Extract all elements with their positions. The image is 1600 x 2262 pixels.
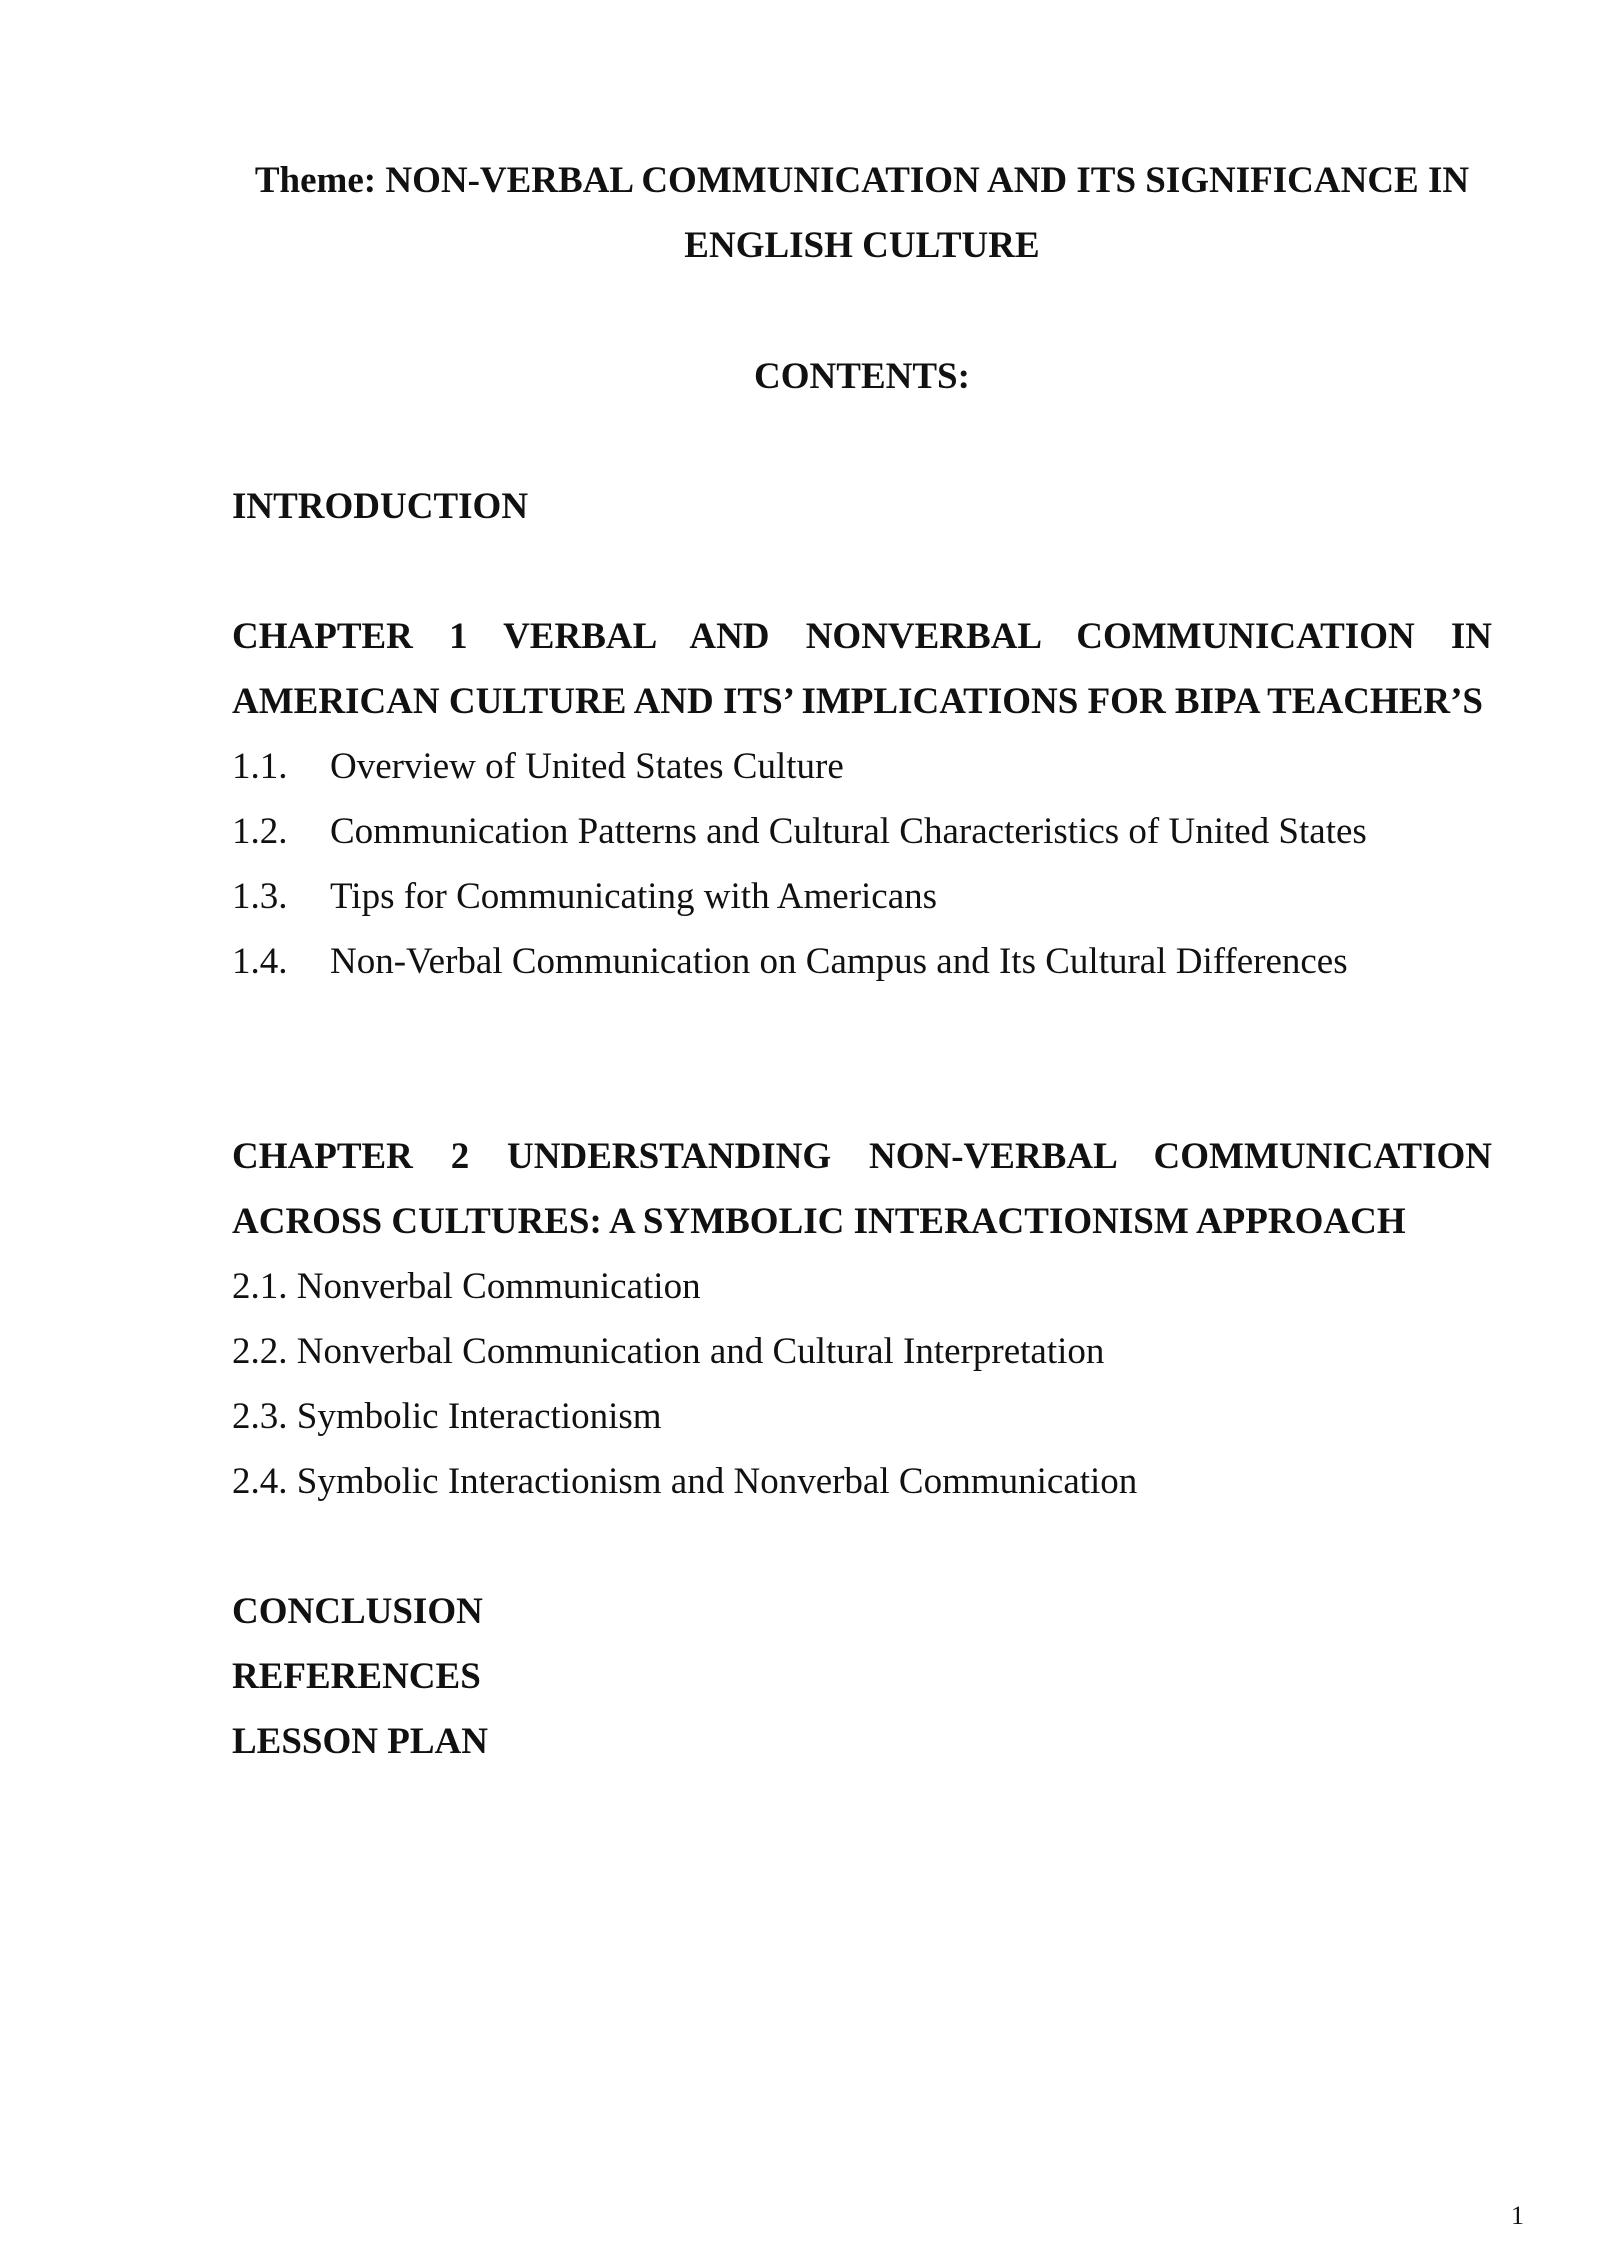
introduction-heading: INTRODUCTION xyxy=(232,486,529,527)
list-item: 2.3. Symbolic Interactionism xyxy=(232,1396,662,1437)
chapter-2-heading: CHAPTER 2 UNDERSTANDING NON-VERBAL COMMUNICATION ACROSS CULTURES: A SYMBOLIC INTERACTIONISM APPROACH xyxy=(232,1136,1492,1242)
chapter-1-heading: CHAPTER 1 VERBAL AND NONVERBAL COMMUNICATION IN AMERICAN CULTURE AND ITS’ IMPLICATIONS FOR BIPA TEACHER’S xyxy=(232,616,1492,722)
references-heading: REFERENCES xyxy=(232,1656,481,1697)
list-item xyxy=(232,734,1492,799)
title-line-1: Theme: NON-VERBAL COMMUNICATION AND ITS SIGNIFICANCE IN xyxy=(254,160,1470,201)
item-text: Overview of United States Culture xyxy=(330,746,844,787)
document-title xyxy=(232,148,1492,278)
list-item xyxy=(232,864,1492,929)
list-item: 2.2. Nonverbal Communication and Cultural Interpretation xyxy=(232,1331,1105,1372)
chapter-1-list xyxy=(232,734,1492,994)
conclusion-heading: CONCLUSION xyxy=(232,1591,483,1632)
item-number: 1.3. xyxy=(232,876,288,917)
item-text: Tips for Communicating with Americans xyxy=(330,876,938,917)
item-text: Communication Patterns and Cultural Characteristics of United States xyxy=(330,811,1367,852)
list-item xyxy=(232,929,1492,994)
contents-heading: CONTENTS: xyxy=(754,356,970,397)
list-item: 2.1. Nonverbal Communication xyxy=(232,1266,701,1307)
lesson-plan-heading: LESSON PLAN xyxy=(232,1721,488,1762)
page-number: 1 xyxy=(1511,2201,1524,2230)
title-line-2: ENGLISH CULTURE xyxy=(684,225,1040,266)
item-text: Non-Verbal Communication on Campus and Its Cultural Differences xyxy=(330,941,1348,982)
item-number: 1.4. xyxy=(232,941,288,982)
table-of-contents xyxy=(232,148,1492,1774)
chapter-2-list xyxy=(232,1254,1492,1514)
item-number: 1.1. xyxy=(232,746,288,787)
list-item xyxy=(232,799,1492,864)
item-number: 1.2. xyxy=(232,811,288,852)
list-item: 2.4. Symbolic Interactionism and Nonverbal Communication xyxy=(232,1461,1138,1502)
end-sections xyxy=(232,1579,1492,1774)
